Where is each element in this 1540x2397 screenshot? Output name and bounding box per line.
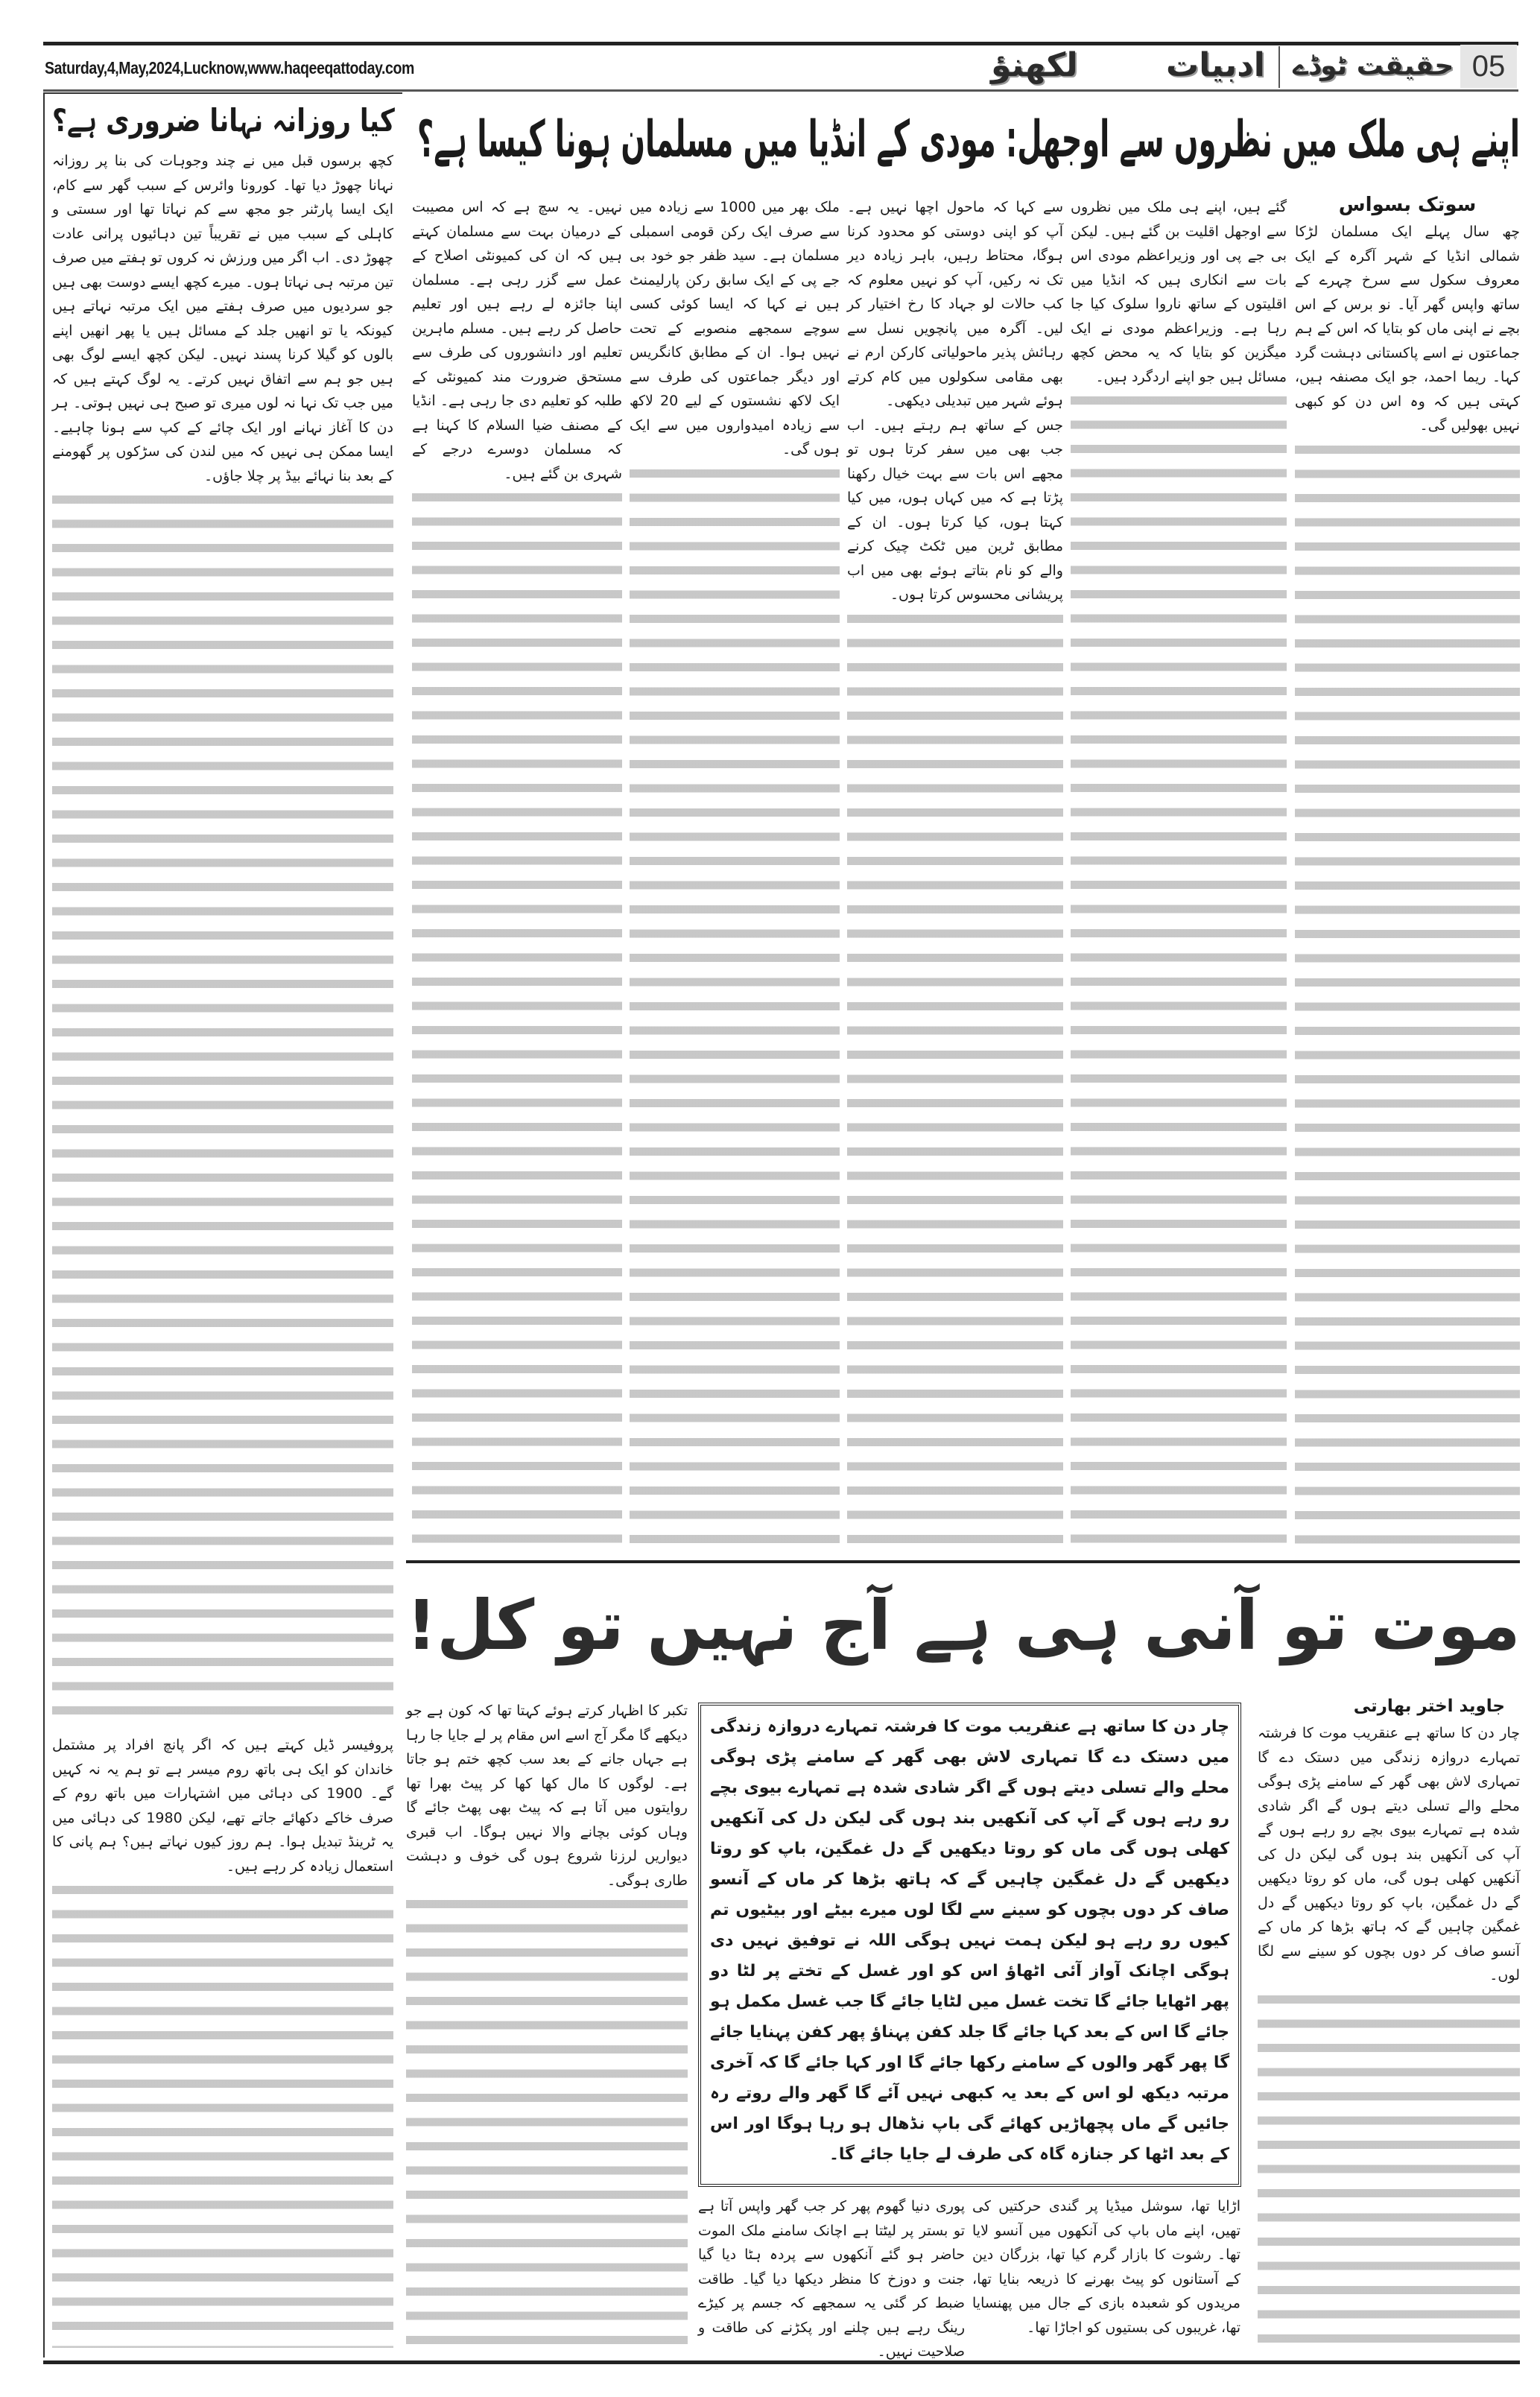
highlight-box (698, 1703, 1241, 2187)
section-label: ادبیات (1166, 46, 1265, 84)
second-column-right (1258, 1691, 1520, 2347)
header-top-rule (43, 42, 1518, 45)
column-text: پوری دنیا گھوم پھر کر جب گھر واپس آتا ہے تو بستر پر لیٹتا ہے اچانک سامنے ملک الموت حاضر ہو گئے آنکھوں سے پردہ ہٹا دیا گیا جنت و دوزخ کا منظر دیکھا دیا گیا۔ طاقت ضبط کر گئی یہ سمجھے کہ جسم پر کیڑے رینگ رہے ہیں چلنے اور پکڑنے کی طاقت و صلاحیت نہیں۔ (698, 2198, 965, 2360)
page-number: 05 (1460, 45, 1517, 88)
text-lines (52, 1878, 393, 2348)
second-headline: موت تو آنی ہی ہے آج نہیں تو کل! (406, 1586, 1520, 1665)
text-lines (52, 488, 393, 1729)
main-byline: سوتک بسواس (1338, 194, 1477, 216)
header-bottom-rule (43, 89, 1518, 92)
second-column-below-box-right (972, 2194, 1240, 2347)
text-lines (406, 1893, 688, 2347)
main-column-1 (1295, 190, 1520, 1554)
text-lines (847, 607, 1063, 1554)
main-headline-wrap (417, 95, 1520, 185)
city-label: لکھنؤ (991, 46, 1078, 84)
column-text: تکبر کا اظہار کرتے ہوئے کہتا تھا کہ کون ہے جو دیکھے گا مگر آج اسے اس مقام پر لے جایا جا رہا ہے جہاں جانے کے بعد سب کچھ ختم ہو جاتا ہے۔ لوگوں کا مال کھا کھا کر پیٹ بھرا تھا روایتوں میں آتا ہے کہ پیٹ بھی پھٹ جائے گا وہاں کوئی بچانے والا نہیں ہوگا۔ اب قبری دیواریں لرزنا شروع ہوں گی خوف و دہشت طاری ہوگی۔ (406, 1703, 688, 1889)
main-column-5 (412, 195, 622, 1554)
sidebar-title: کیا روزانہ نہانا ضروری ہے؟ (52, 102, 395, 139)
column-text: چار دن کا ساتھ ہے عنقریب موت کا فرشتہ تمہارے دروازہ زندگی میں دستک دے گا تمہاری لاش بھی گھر کے سامنے پڑی ہوگی محلے والے تسلی دیتے ہوں گے اگر شادی شدہ ہے تمہارے بیوی بچے رو رہے ہوں گے آپ کی آنکھیں بند ہوں گی لیکن دل کی آنکھیں کھلی ہوں گی، ماں کو روتا دیکھیں گے دل غمگین، باپ کو روتا دیکھیں گے دل غمگین چاہیں گے کہ ہاتھ بڑھا کر ماں کے آنسو صاف کر دوں بچوں کو سینے سے لگا لوں۔ (1258, 1725, 1520, 1983)
second-column-left (406, 1699, 688, 2347)
text-lines (630, 462, 840, 1554)
main-headline: اپنے ہی ملک میں نظروں سے اوجھل: مودی کے انڈیا میں مسلمان ہونا کیسا ہے؟ (417, 110, 1520, 169)
column-text: ملک بھر میں 1000 سے زیادہ میں سے صرف ایک رکن قومی اسمبلی مسلمان ہے۔ سید ظفر جو خود بی جے پی کے ایک سابق رکن پارلیمنٹ ہیں نے کہا کہ ایسا کوئی کسی سوچے سمجھے منصوبے کے تحت نہیں ہوا۔ ان کے مطابق کانگریس اور دیگر جماعتوں کی طرف سے ایک لاکھ نشستوں کے لیے 20 لاکھ سے زیادہ امیدواروں میں سے ایک ہوں گی۔ (630, 199, 840, 457)
main-column-4 (630, 195, 840, 1554)
main-column-2 (1071, 195, 1287, 1554)
text-lines (1295, 438, 1520, 1554)
main-column-3 (847, 195, 1063, 1554)
sidebar-title-wrap (52, 98, 395, 143)
column-text: گئے ہیں، اپنے ہی ملک میں نظروں سے اوجھل اقلیت بن گئے ہیں۔ لیکن بی جے پی اور وزیراعظم مودی اس بات سے انکاری ہیں کہ انڈیا میں اقلیتوں کے ساتھ ناروا سلوک کیا جا رہا ہے۔ وزیراعظم مودی نے ایک میگزین کو بتایا کہ یہ محض کچھ مسائل ہیں جو اپنے اردگرد ہیں۔ (1071, 199, 1287, 385)
dateline: Saturday,4,May,2024,Lucknow,www.haqeeqattoday.com (45, 58, 414, 77)
column-text: چھ سال پہلے ایک مسلمان لڑکا شمالی انڈیا کے شہر آگرہ کے ایک معروف سکول سے سرخ چہرے کے ساتھ واپس گھر آیا۔ نو برس کے اس بچے نے اپنی ماں کو بتایا کہ اس کے ہم جماعتوں نے اسے پاکستانی دہشت گرد کہا۔ ریما احمد، جو ایک مصنفہ ہیں، کہتی ہیں کہ وہ اس دن کو کبھی نہیں بھولیں گی۔ (1295, 224, 1520, 434)
text-lines (1258, 1988, 1520, 2348)
second-column-below-box-left (698, 2194, 965, 2360)
second-byline: جاوید اختر بھارتی (1353, 1697, 1505, 1716)
section-divider (406, 1560, 1520, 1563)
footer-rule (43, 2360, 1520, 2364)
column-text: نہیں۔ یہ سچ ہے کہ اس مصیبت کے درمیان بہت سے مسلمان کہتے ہیں کہ ان کی کمیونٹی اصلاح کے عمل سے گزر رہی ہے۔ مسلمان اپنا جائزہ لے رہے ہیں اور تعلیم حاصل کر رہے ہیں۔ مسلم ماہرین تعلیم اور دانشوروں کی طرف سے مستحق ضرورت مند کمیونٹی کے طلبہ کو تعلیم دی جا رہی ہے۔ انڈیا کے مصنف ضیا السلام کا کہنا ہے کہ مسلمان دوسرے درجے کے شہری بن گئے ہیں۔ (412, 199, 622, 482)
sidebar-body (52, 149, 393, 1729)
sidebar-text-bottom: پروفیسر ڈیل کہتے ہیں کہ اگر پانچ افراد پر مشتمل خاندان کو ایک ہی باتھ روم میسر ہے تو ہم یہ نہ کہیں گے۔ 1900 کی دہائی میں اشتہارات میں باتھ روم کے صرف خاکے دکھائے جاتے تھے، لیکن 1980 کی دہائی میں یہ ٹرینڈ تبدیل ہوا۔ ہم روز کیوں نہاتے ہیں؟ ہم پانی کا استعمال زیادہ کر رہے ہیں۔ (52, 1737, 394, 1875)
second-headline-wrap (406, 1574, 1520, 1678)
highlight-text: چار دن کا ساتھ ہے عنقریب موت کا فرشتہ تمہارے دروازہ زندگی میں دستک دے گا تمہاری لاش بھی گھر کے سامنے پڑی ہوگی محلے والے تسلی دیتے ہوں گے اگر شادی شدہ ہے تمہارے بیوی بچے رو رہے ہوں گے آپ کی آنکھیں بند ہوں گی لیکن دل کی آنکھیں کھلی ہوں گی ماں کو روتا دیکھیں گے دل غمگین، باپ کو روتا دیکھیں گے دل غمگین چاہیں گے کہ ہاتھ بڑھا کر ماں کے آنسو صاف کر دوں بچوں کو سینے سے لگا لوں میرے بیٹے اور بیٹیوں تم کیوں رو رہے ہو لیکن ہمت نہیں ہوگی اللہ نے توفیق نہیں دی ہوگی اچانک آواز آئی اٹھاؤ اس کو اور غسل کے تختے پر لٹا دو پھر اٹھایا جائے گا تخت غسل میں لٹایا جائے گا جب غسل مکمل ہو جائے گا اس کے بعد کہا جائے گا جلد کفن پہناؤ پھر کفن پہنایا جائے گا پھر گھر والوں کے سامنے رکھا جائے گا اور کہا جائے گا کہ آخری مرتبہ دیکھ لو اس کے بعد یہ کبھی نہیں آئے گا گھر والے روتے رہ جائیں گے ماں پچھاڑیں کھائے گی باپ نڈھال ہو رہا ہوگا اور اس کے بعد اٹھا کر جنازہ گاہ کی طرف لے جایا جائے گا۔ (710, 1717, 1229, 2164)
sidebar-article (43, 92, 402, 2358)
column-text: سے کہا کہ ماحول اچھا نہیں ہے۔ آپ کو اپنی دوستی کو محدود کرنا ہوگا، محتاط رہیں، باہر زیادہ دیر تک نہ رکیں، آپ کو نہیں معلوم کہ کب حالات لو جہاد کا رخ اختیار کر لیں۔ آگرہ میں پانچویں نسل سے رہائش پذیر ماحولیاتی کارکن ارم نے بھی مقامی سکولوں میں کام کرتے ہوئے شہر میں تبدیلی دیکھی۔ (847, 199, 1063, 409)
text-lines (412, 486, 622, 1554)
text-lines (1071, 389, 1287, 1554)
column-text: جس کے ساتھ ہم رہتے ہیں۔ اب جب بھی میں سفر کرتا ہوں تو مجھے اس بات سے بہت خیال رکھنا پڑتا ہے کہ میں کہاں ہوں، میں کیا کہتا ہوں، کیا کرتا ہوں۔ ان کے مطابق ٹرین میں ٹکٹ چیک کرنے والے کو نام بتاتے ہوئے بھی میں اب پریشانی محسوس کرتا ہوں۔ (847, 417, 1063, 603)
sidebar-body-bottom (52, 1733, 393, 2348)
column-text: اڑایا تھا، سوشل میڈیا پر گندی حرکتیں کی تھیں، اپنے ماں باپ کی آنکھوں میں آنسو لایا تھا۔ رشوت کا بازار گرم کیا تھا، بزرگان دین کے آستانوں کو پیٹ بھرنے کا ذریعہ بنایا تھا، مریدوں کو شعبدہ بازی کے جال میں پھنسایا تھا، غریبوں کی بستیوں کو اجاڑا تھا۔ (972, 2198, 1240, 2336)
sidebar-text: کچھ برسوں قبل میں نے چند وجوہات کی بنا پر روزانہ نہانا چھوڑ دیا تھا۔ کورونا وائرس کے سبب گھر سے کام، ایک ایسا پارٹنر جو مجھ سے کم نہاتا تھا اور سستی و کاہلی کے سبب میں نے تقریباً تین دہائیوں پرانی عادت چھوڑ دی۔ اب اگر میں ورزش نہ کروں تو ہفتے میں صرف تین مرتبہ ہی نہاتا ہوں۔ میرے کچھ ایسے دوست بھی ہیں جو سردیوں میں صرف ہفتے میں ایک مرتبہ نہاتے ہیں کیونکہ یا تو انھیں جلد کے مسائل ہیں یا پھر انھیں اپنے بالوں کو گیلا کرنا پسند نہیں۔ لیکن کچھ ایسے لوگ بھی ہیں جو ہم سے اتفاق نہیں کرتے۔ یہ لوگ کہتے ہیں کہ میں جب تک نہا نہ لوں میری تو صبح ہی نہیں ہوتی۔ ہر دن کا آغاز نہانے اور ایک چائے کے کپ سے ہونا چاہیے۔ ایسا ممکن ہی نہیں کہ میں لندن کی سڑکوں پر گھومنے کے بعد بنا نہائے بیڈ پر چلا جاؤں۔ (52, 153, 393, 484)
header-divider (1278, 46, 1280, 88)
paper-logo: حقیقت ٹوڈے (1293, 51, 1454, 81)
